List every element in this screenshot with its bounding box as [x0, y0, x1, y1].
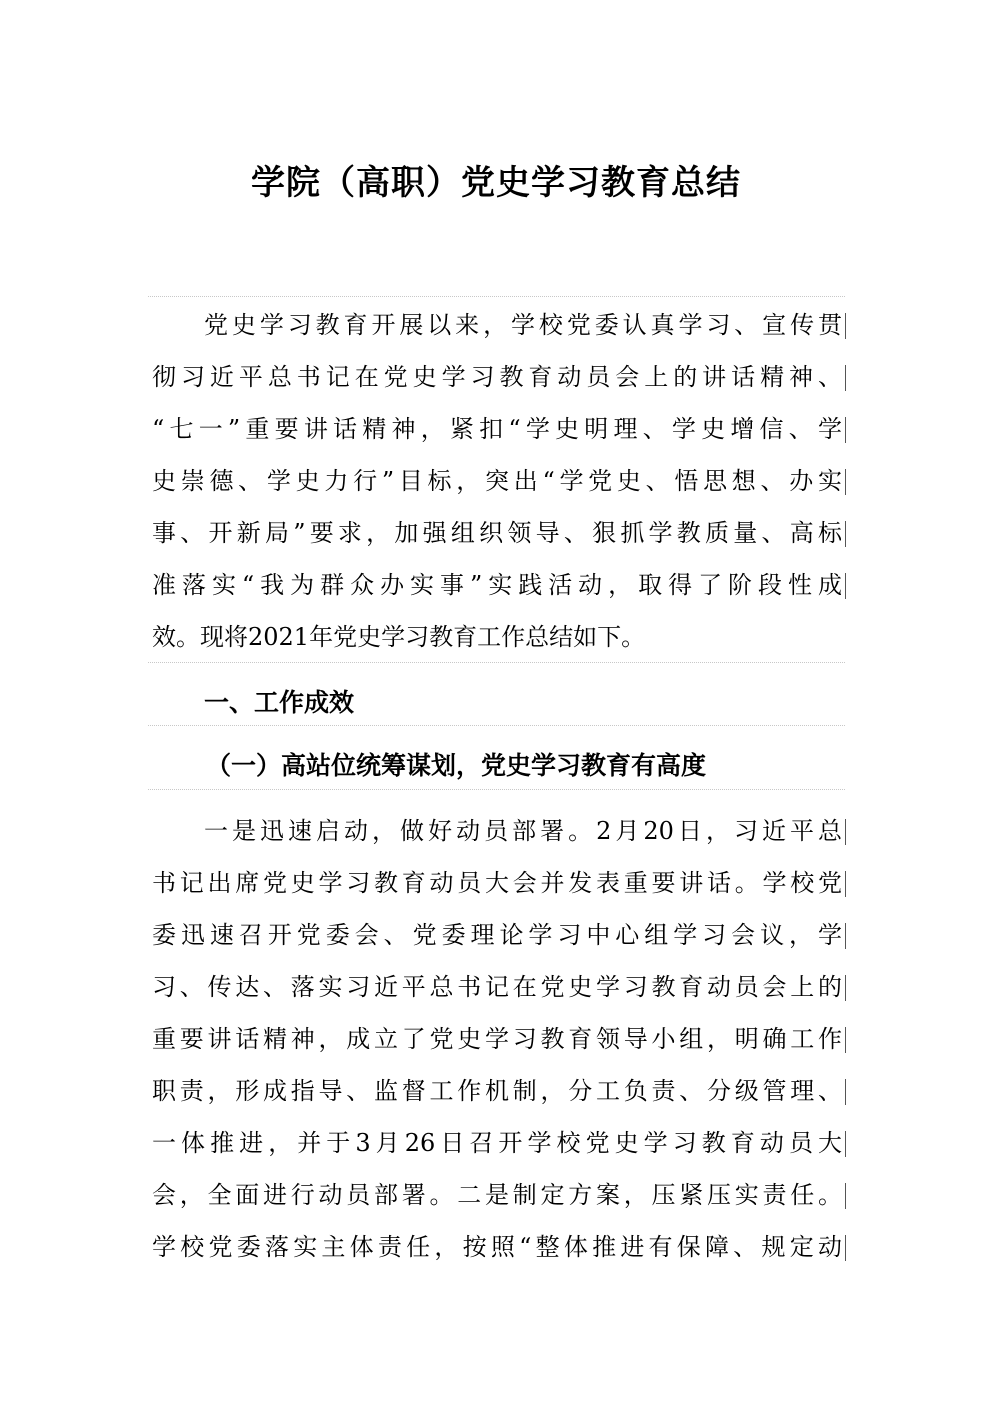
line-marker — [845, 313, 846, 339]
text-line: 学校党委落实主体责任，按照“整体推进有保障、规定动 — [152, 1221, 842, 1273]
text-line: “七一”重要讲话精神，紧扣“学史明理、学史增信、学 — [152, 403, 842, 455]
line-marker — [845, 573, 846, 599]
text-line: 彻习近平总书记在党史学习教育动员会上的讲话精神、 — [152, 351, 842, 403]
divider — [148, 662, 845, 663]
text-line: 一体推进，并于3月26日召开学校党史学习教育动员大 — [152, 1117, 842, 1169]
line-marker — [845, 819, 846, 845]
text-line: 效。现将2021年党史学习教育工作总结如下。 — [152, 623, 646, 651]
intro-paragraph — [152, 299, 842, 663]
line-marker — [845, 1131, 846, 1157]
text-line: 史崇德、学史力行”目标，突出“学党史、悟思想、办实 — [152, 455, 842, 507]
line-marker — [845, 1235, 846, 1261]
line-marker — [845, 1027, 846, 1053]
line-marker — [845, 365, 846, 391]
line-marker — [845, 975, 846, 1001]
line-marker — [845, 417, 846, 443]
line-marker — [845, 923, 846, 949]
text-line: 习、传达、落实习近平总书记在党史学习教育动员会上的 — [152, 961, 842, 1013]
body-paragraph — [152, 805, 842, 1273]
text-line: 职责，形成指导、监督工作机制，分工负责、分级管理、 — [152, 1065, 842, 1117]
line-marker — [845, 871, 846, 897]
divider — [148, 789, 845, 790]
divider — [148, 296, 845, 297]
line-marker — [845, 1079, 846, 1105]
divider — [148, 725, 845, 726]
section-heading: 一、工作成效 — [204, 688, 355, 717]
line-marker — [845, 521, 846, 547]
text-line: 党史学习教育开展以来，学校党委认真学习、宣传贯 — [152, 299, 842, 351]
text-line: 书记出席党史学习教育动员大会并发表重要讲话。学校党 — [152, 857, 842, 909]
document-title: 学院（高职）党史学习教育总结 — [251, 163, 741, 203]
text-line: 一是迅速启动，做好动员部署。2月20日，习近平总 — [152, 805, 842, 857]
text-line: 委迅速召开党委会、党委理论学习中心组学习会议，学 — [152, 909, 842, 961]
text-line: 事、开新局”要求，加强组织领导、狠抓学教质量、高标 — [152, 507, 842, 559]
subsection-heading: （一）高站位统筹谋划，党史学习教育有高度 — [206, 751, 707, 780]
line-marker — [845, 469, 846, 495]
text-line: 重要讲话精神，成立了党史学习教育领导小组，明确工作 — [152, 1013, 842, 1065]
text-line: 会，全面进行动员部署。二是制定方案，压紧压实责任。 — [152, 1169, 842, 1221]
line-marker — [845, 1183, 846, 1209]
text-line: 准落实“我为群众办实事”实践活动，取得了阶段性成 — [152, 559, 842, 611]
